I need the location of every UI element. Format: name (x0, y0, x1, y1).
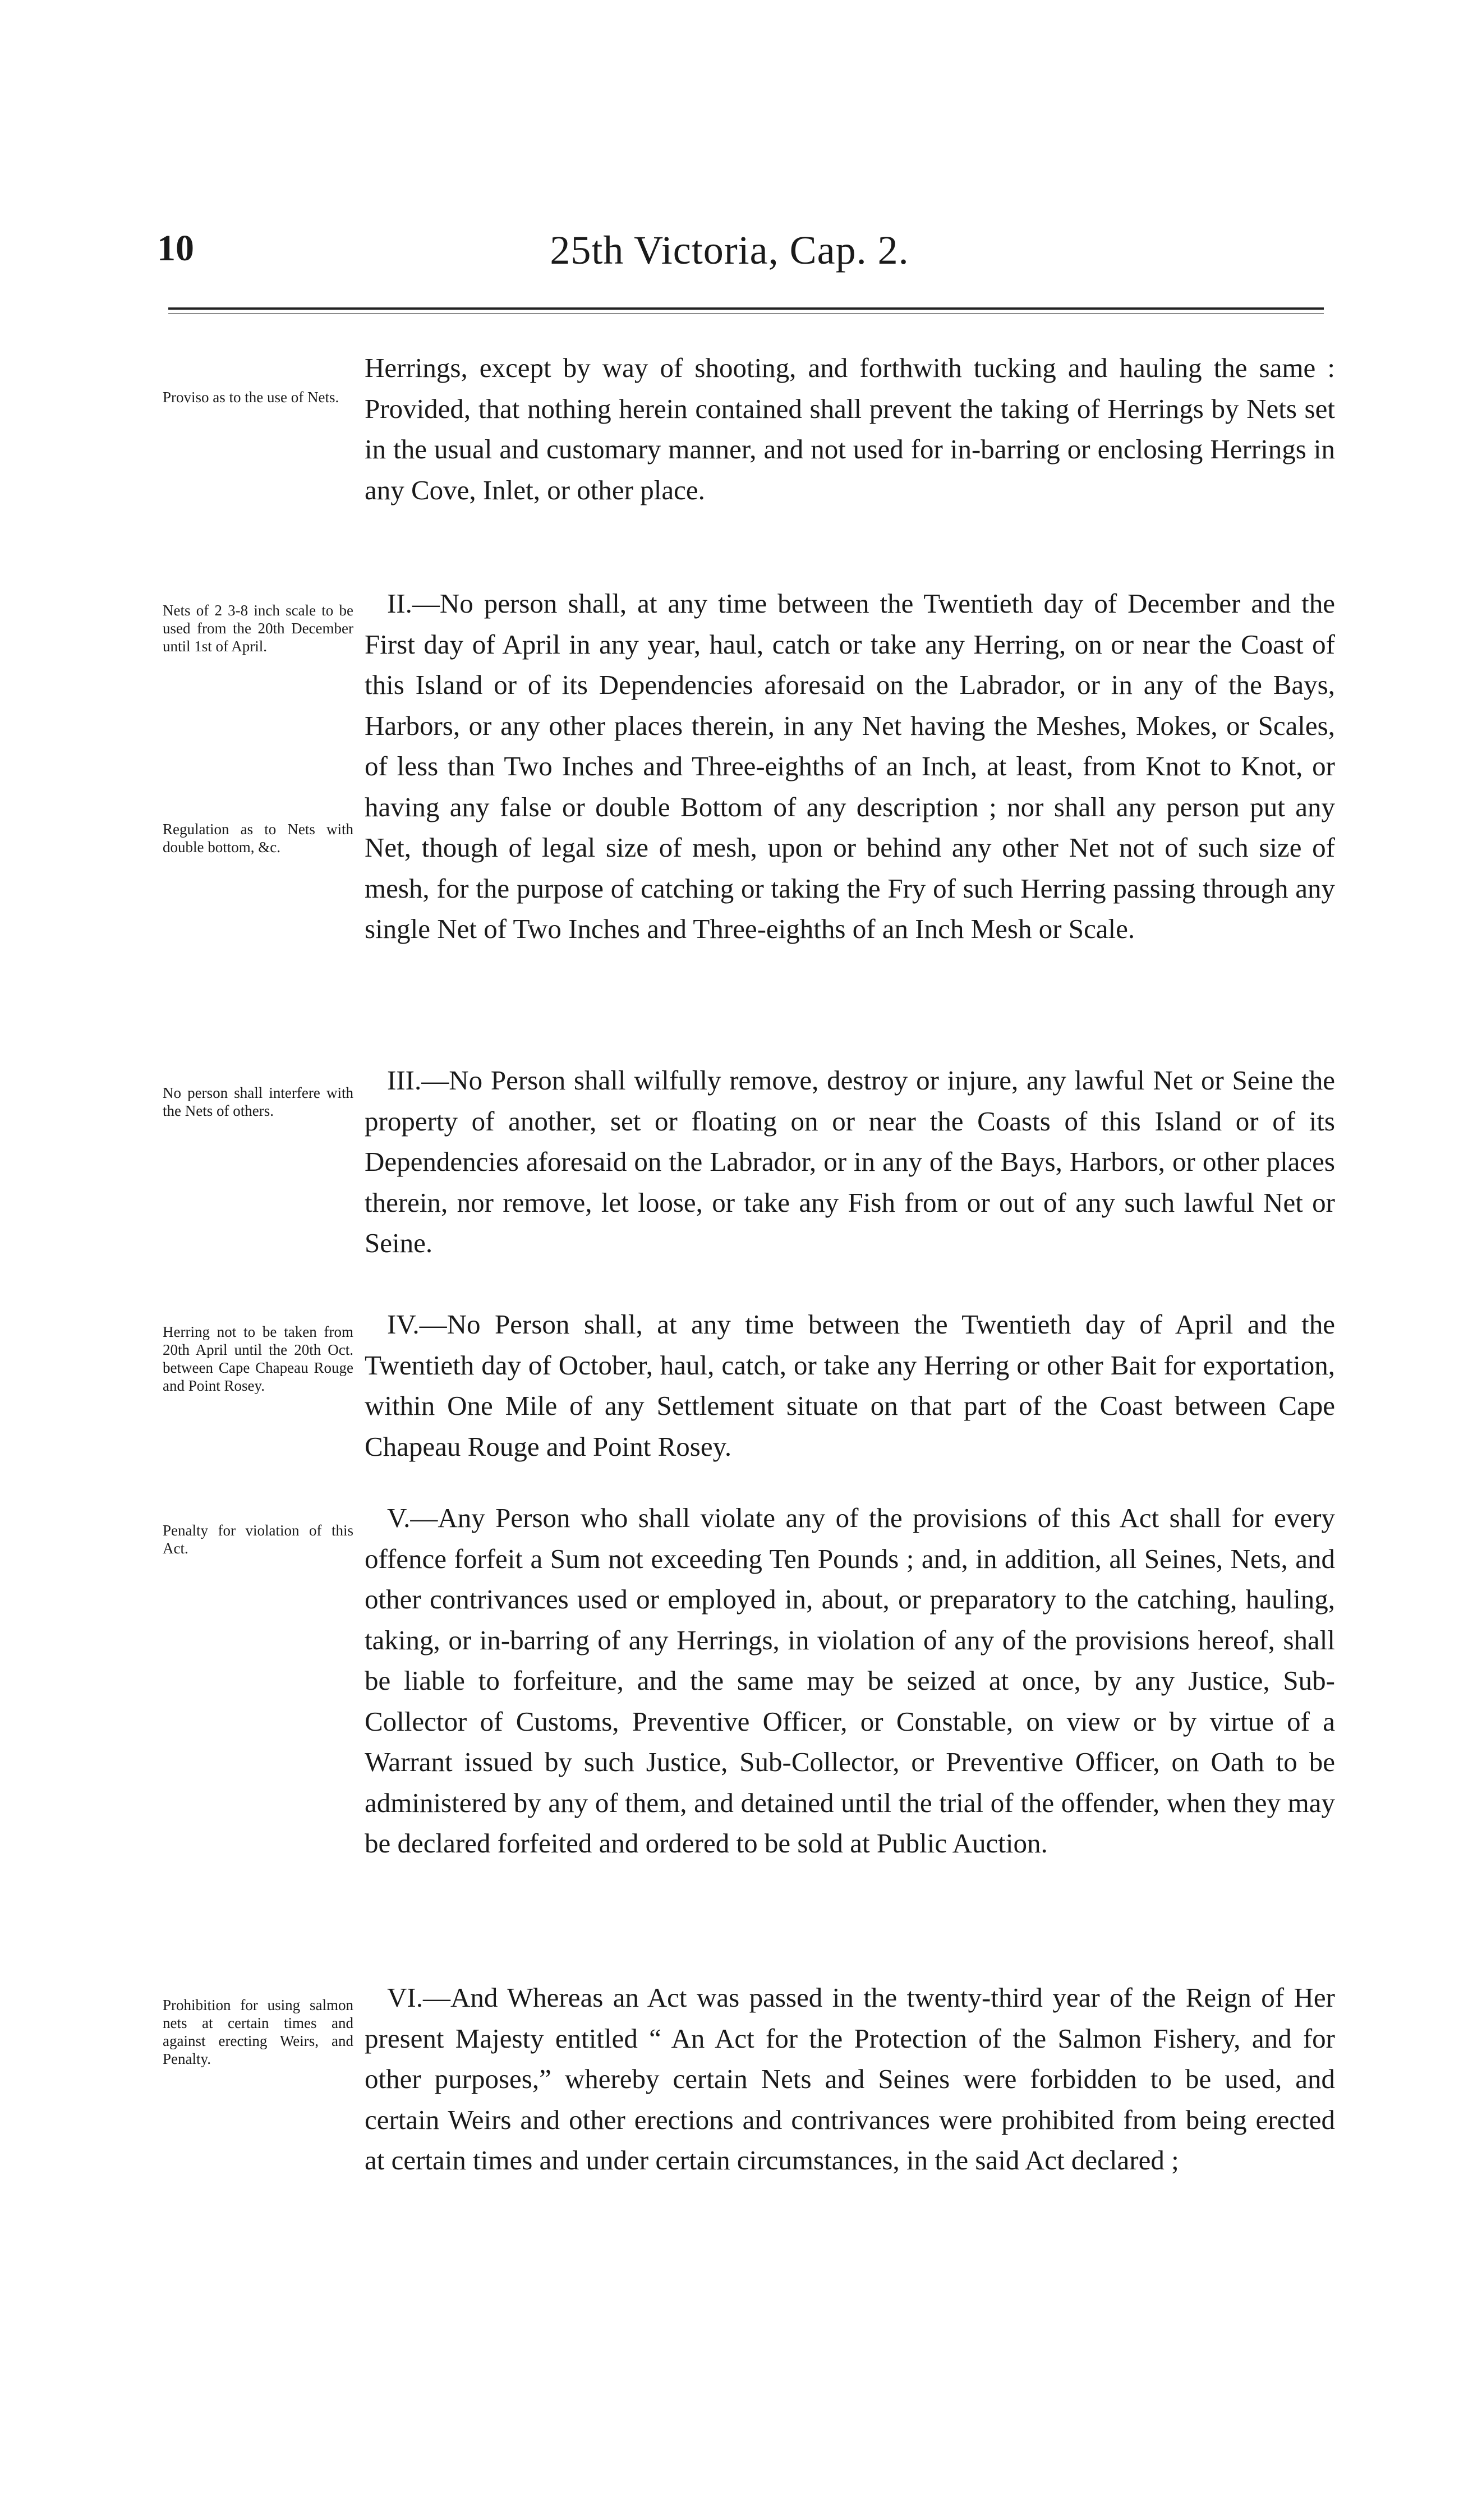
page-title: 25th Victoria, Cap. 2. (550, 228, 909, 273)
margin-note-prohibition-salmon: Prohibition for using salmon nets at certain times and against erecting Weirs, and Penalty. (163, 1997, 353, 2067)
page-number: 10 (157, 228, 194, 269)
margin-note-interfere: No person shall interfere with the Nets of others. (163, 1084, 353, 1119)
header-rule (168, 307, 1324, 310)
paragraph-section-3: III.—No Person shall wilfully remove, destroy or injure, any lawful Net or Seine the property of another, set or floating on or near the Coasts of this Island or of its Dependencies aforesaid on the Labrador, or in any of the Bays, Harbors, or other places therein, nor remove, let loose, or take any Fish from or out of any such lawful Net or Seine. (365, 1065, 1335, 1258)
paragraph-section-6: VI.—And Whereas an Act was passed in the twenty-third year of the Reign of Her present Majesty entitled “ An Act for the Protection of the Salmon Fishery, and for other purposes,” whereby certain Nets and Seines were forbidden to be used, and certain Weirs and other erections and contrivances were prohibited from being erected at certain times and under certain circumstances, in the said Act declared ; (365, 1982, 1335, 2176)
paragraph-section-2: II.—No person shall, at any time between the Twentieth day of December and the First day of April in any year, haul, catch or take any Herring, on or near the Coast of this Island or of its Dependencies aforesaid on the Labrador, or in any of the Bays, Harbors, or any other places therein, in any Net having the Meshes, Mokes, or Scales, of less than Two Inches and Three-eighths of an Inch, at least, from Knot to Knot, or having any false or double Bottom of any description ; nor shall any person put any Net, though of legal size of mesh, upon or behind any other Net not of such size of mesh, for the purpose of catching or taking the Fry of such Herring passing through any single Net of Two Inches and Three-eighths of an Inch Mesh or Scale. (365, 588, 1335, 944)
margin-note-penalty: Penalty for violation of this Act. (163, 1522, 353, 1557)
margin-note-herring-period: Herring not to be taken from 20th April until the 20th Oct. between Cape Chapeau Rouge and Point Rosey. (163, 1323, 353, 1394)
paragraph-section-5: V.—Any Person who shall violate any of the provisions of this Act shall for every offence forfeit a Sum not exceeding Ten Pounds ; and, in addition, all Seines, Nets, and other contrivances used or employed in, about, or preparatory to the catching, hauling, taking, or in-barring of any Herrings, in violation of any of the provisions hereof, shall be liable to forfeiture, and the same may be seized at once, by any Justice, Sub-Collector of Customs, Preventive Officer, or Constable, on view or by virtue of a Warrant issued by such Justice, Sub-Collector, or Preventive Officer, on Oath to be administered by any of them, and detained until the trial of the offender, when they may be declared forfeited and ordered to be sold at Public Auction. (365, 1502, 1335, 1859)
margin-note-nets-scale: Nets of 2 3-8 inch scale to be used from the 20th December until 1st of April. (163, 602, 353, 655)
paragraph-continuation: Herrings, except by way of shooting, and forthwith tucking and hauling the same : Provided, that nothing herein contained shall prevent the taking of Herrings by Nets set in the usual and customary manner, and not used for in-barring or enclosing Herrings in any Cove, Inlet, or other place. (365, 352, 1335, 505)
paragraph-section-4: IV.—No Person shall, at any time between the Twentieth day of April and the Twentieth day of October, haul, catch, or take any Herring or other Bait for exportation, within One Mile of any Settlement situate on that part of the Coast between Cape Chapeau Rouge and Point Rosey. (365, 1309, 1335, 1462)
margin-note-double-bottom: Regulation as to Nets with double bottom, &c. (163, 821, 353, 856)
margin-note-proviso: Proviso as to the use of Nets. (163, 389, 339, 406)
header-rule-thin (168, 313, 1324, 314)
